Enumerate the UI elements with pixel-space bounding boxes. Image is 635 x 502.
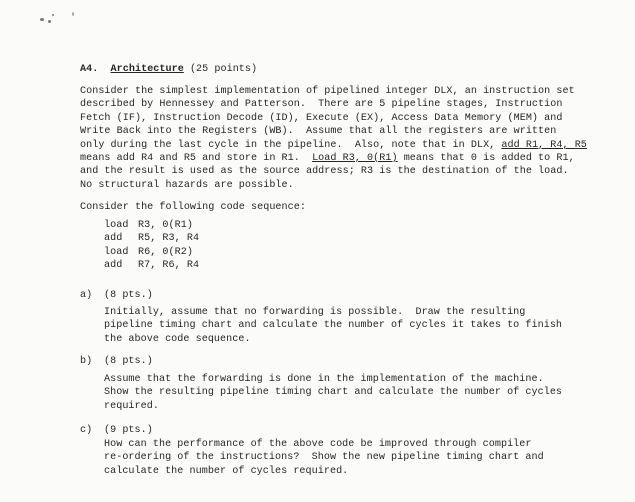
text-segment: No structural hazards are possible. [80, 179, 294, 191]
question-title: Architecture [110, 64, 184, 75]
question-line: calculate the number of cycles required. [104, 465, 349, 477]
code-sequence [104, 219, 199, 273]
sub-question-text [104, 438, 624, 478]
paragraph-line [80, 139, 625, 152]
underlined-instruction: add R1, R4, R5 [501, 139, 587, 151]
code-opcode: add [104, 233, 123, 245]
paragraph-line [80, 179, 625, 192]
code-operands: R6, 0(R2) [138, 246, 193, 258]
intro-paragraph [80, 85, 625, 192]
sub-question-label: a) [80, 290, 93, 301]
sub-question-text [104, 306, 624, 346]
code-line [104, 246, 199, 259]
paragraph-line [80, 125, 625, 138]
sub-question-label: c) [80, 425, 93, 436]
text-segment: only during the last cycle in the pipeline. Also, note that in DLX, [80, 139, 502, 151]
code-opcode: add [104, 260, 123, 272]
sub-question-points: (9 pts.) [104, 425, 153, 436]
paragraph-line [80, 112, 625, 125]
question-heading [80, 63, 257, 76]
question-line: How can the performance of the above code be improved through compiler [104, 439, 532, 450]
paragraph-line [80, 165, 625, 178]
underlined-instruction: Load R3, 0(R1) [312, 152, 398, 164]
code-opcode: load [104, 220, 129, 231]
paragraph-line [80, 152, 625, 165]
paragraph-line [80, 85, 625, 98]
sub-question-text [104, 373, 624, 413]
question-line: Assume that the forwarding is done in the implementation of the machine. [104, 374, 544, 385]
text-segment: means add R4 and R5 and store in R1. [80, 152, 313, 164]
scan-speck [52, 14, 54, 16]
sub-question-points: (8 pts.) [104, 356, 153, 367]
text-segment: Fetch (IF), Instruction Decode (ID), Execute (EX), Access Data Memory (MEM) and [80, 112, 563, 124]
question-number: A4. [80, 64, 99, 75]
question-points: (25 points) [189, 64, 258, 75]
text-segment: means that 0 is added to R1, [397, 152, 575, 164]
question-line: Show the resulting pipeline timing chart and calculate the number of cycles [104, 387, 563, 399]
text-segment: and the result is used as the source address; R3 is the destination of the load. [80, 166, 569, 178]
text-segment: Consider the simplest implementation of pipelined integer DLX, an instruction set [80, 86, 575, 97]
sub-question-points: (8 pts.) [104, 290, 153, 301]
sub-question-label: b) [80, 356, 93, 367]
code-line [104, 232, 199, 245]
scan-speck [48, 20, 51, 23]
question-line: Initially, assume that no forwarding is possible. Draw the resulting [104, 307, 526, 318]
consider-label: Consider the following code sequence: [80, 202, 306, 213]
question-line: pipeline timing chart and calculate the number of cycles it takes to finish [104, 320, 563, 332]
question-line: the above code sequence. [104, 333, 251, 345]
question-line: re-ordering of the instructions? Show the new pipeline timing chart and [104, 452, 544, 464]
code-line [104, 219, 199, 232]
code-opcode: load [104, 246, 129, 258]
scan-speck [40, 18, 44, 21]
code-operands: R3, 0(R1) [138, 220, 193, 231]
text-segment: described by Hennessey and Patterson. There are 5 pipeline stages, Instruction [80, 99, 563, 111]
text-segment: Write Back into the Registers (WB). Assume that all the registers are written [80, 126, 557, 138]
code-operands: R5, R3, R4 [138, 233, 200, 245]
question-line: required. [104, 400, 159, 412]
code-operands: R7, R6, R4 [138, 260, 200, 272]
scan-speck [72, 12, 74, 16]
paragraph-line [80, 98, 625, 111]
code-line [104, 259, 199, 272]
